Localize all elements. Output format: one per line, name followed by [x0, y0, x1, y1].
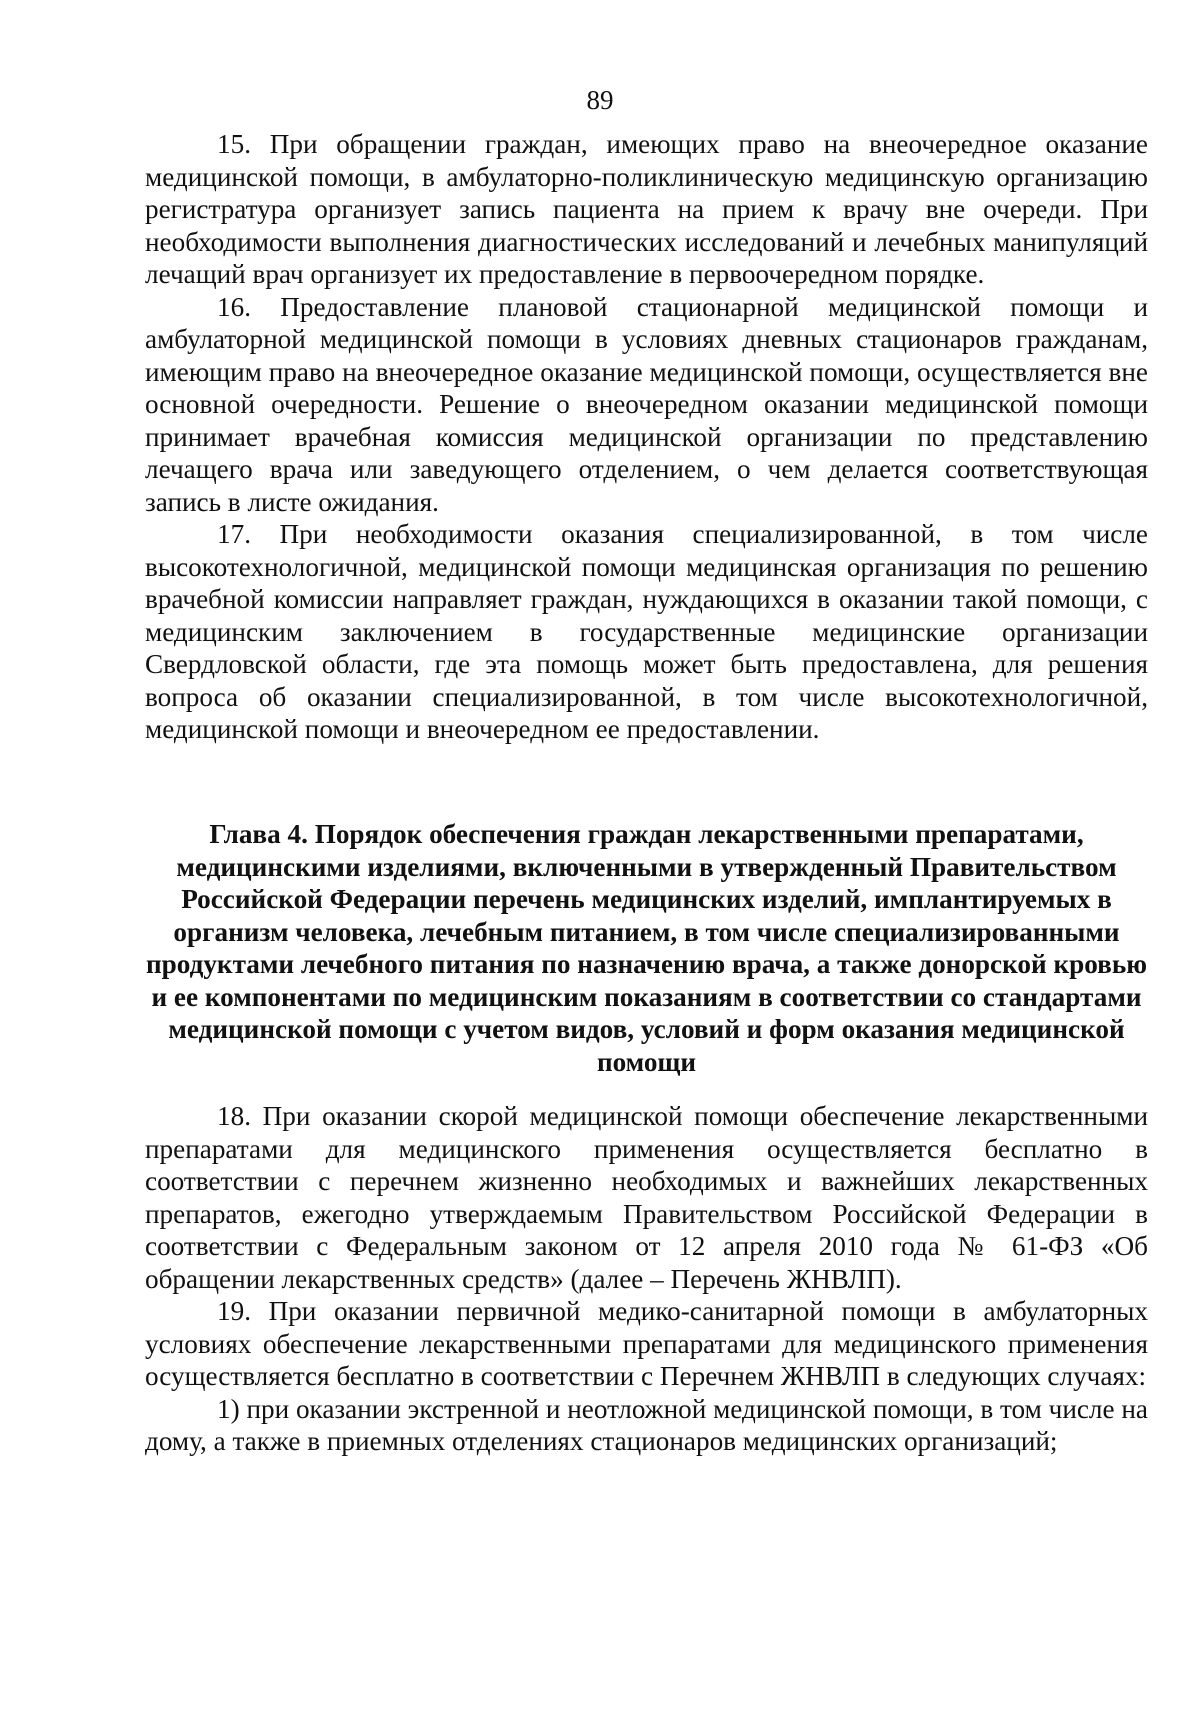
page-number: 89 [586, 85, 614, 115]
paragraph-19: 19. При оказании первичной медико-санитарной помощи в амбулаторных условиях обеспечение лекарственными препаратами для медицинского применения осуществляется бесплатно в соответствии с Перечнем ЖНВЛП в следующих случаях: [145, 1296, 1148, 1391]
paragraph-17: 17. При необходимости оказания специализированной, в том числе высокотехнологичной, медицинской помощи медицинская организация по решению врачебной комиссии направляет граждан, нуждающихся в оказании такой помощи, с медицинским заключением в государственные медицинские организации Свердловской области, где эта помощь может быть предоставлена, для решения вопроса об оказании специализированной, в том числе высокотехнологичной, медицинской помощи и внеочередном ее предоставлении. [145, 519, 1148, 744]
paragraphs-before-heading [145, 128, 1148, 746]
paragraphs-after-heading [145, 1100, 1148, 1458]
paragraph-16: 16. Предоставление плановой стационарной медицинской помощи и амбулаторной медицинской помощи в условиях дневных стационаров гражданам, имеющим право на внеочередное оказание медицинской помощи, осуществляется вне основной очередности. Решение о внеочередном оказании медицинской помощи принимает врачебная комиссия медицинской организации по представлению лечащего врача или заведующего отделением, о чем делается соответствующая запись в листе ожидания. [145, 291, 1148, 517]
paragraph-15: 15. При обращении граждан, имеющих право на внеочередное оказание медицинской помощи, в амбулаторно-поликлиническую медицинскую организацию регистратура организует запись пациента на прием к врачу вне очереди. При необходимости выполнения диагностических исследований и лечебных манипуляций лечащий врач организует их предоставление в первоочередном порядке. [145, 129, 1148, 289]
chapter-heading: Глава 4. Порядок обеспечения граждан лекарственными препаратами, медицинскими изделиями, включенными в утвержденный Правительством Российской Федерации перечень медицинских изделий, имплантируемых в организм человека, лечебным питанием, в том числе специализированными продуктами лечебного питания по назначению врача, а также донорской кровью и ее компонентами по медицинским показаниям в соответствии со стандартами медицинской помощи с учетом видов, условий и форм оказания медицинской помощи [145, 819, 1148, 1077]
paragraph-19-item-1: 1) при оказании экстренной и неотложной медицинской помощи, в том числе на дому, а также в приемных отделениях стационаров медицинских организаций; [145, 1393, 1148, 1456]
paragraph-18: 18. При оказании скорой медицинской помощи обеспечение лекарственными препаратами для медицинского применения осуществляется бесплатно в соответствии с перечнем жизненно необходимых и важнейших лекарственных препаратов, ежегодно утверждаемым Правительством Российской Федерации в соответствии с Федеральным законом от 12 апреля 2010 года № 61-ФЗ «Об обращении лекарственных средств» (далее – Перечень ЖНВЛП). [145, 1101, 1148, 1294]
